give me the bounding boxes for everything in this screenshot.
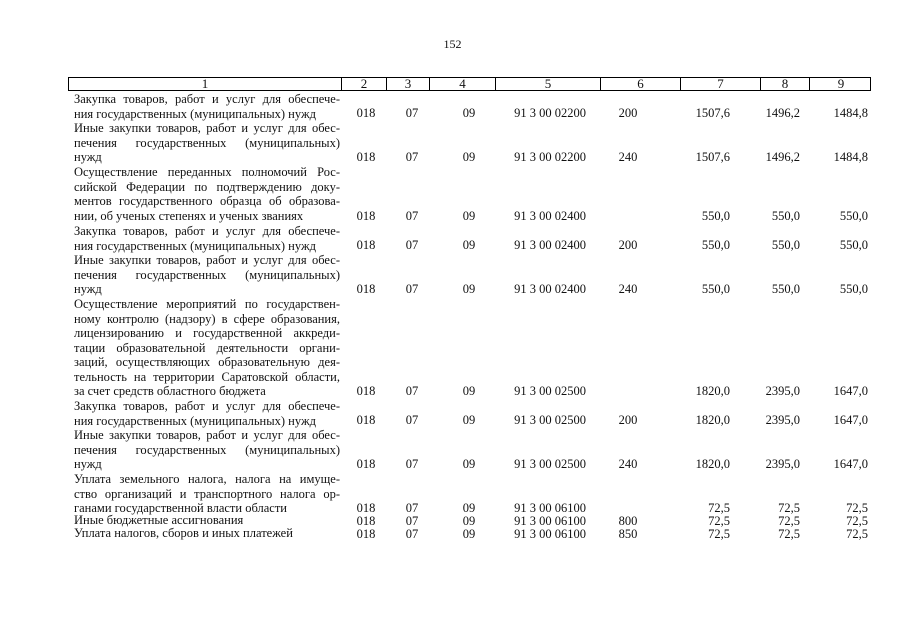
cell-section: 07 (405, 514, 419, 528)
cell-target-article: 91 3 00 02400 (514, 238, 586, 252)
row-description: Уплата земельного налога, налога на имуще- ство организаций и транспортного налога ор- ганами государственной власти области (74, 472, 340, 515)
row-description: Осуществление мероприятий по государствен- ному контролю (надзору) в сфере образования, лицензированию и государственной аккреди- тации образовательной деятельности органи- заций, осуществляющих образовательную дея- тельность на территории Саратовской области, за счет средств областного бюджета (74, 297, 340, 398)
cell-amount-2: 2395,0 (765, 384, 800, 398)
cell-ministry: 018 (356, 384, 376, 398)
cell-target-article: 91 3 00 02200 (514, 106, 586, 120)
cell-expense-type: 850 (618, 527, 638, 541)
cell-section: 07 (405, 238, 419, 252)
cell-expense-type: 200 (618, 413, 638, 427)
cell-amount-1: 1820,0 (695, 413, 730, 427)
cell-section: 07 (405, 501, 419, 515)
cell-target-article: 91 3 00 02500 (514, 384, 586, 398)
cell-amount-3: 1647,0 (833, 384, 868, 398)
cell-section: 07 (405, 384, 419, 398)
header-col-7: 7 (680, 78, 760, 90)
cell-ministry: 018 (356, 514, 376, 528)
cell-amount-1: 1820,0 (695, 457, 730, 471)
header-col-3: 3 (386, 78, 429, 90)
header-col-8: 8 (760, 78, 809, 90)
cell-amount-1: 550,0 (701, 209, 730, 223)
cell-target-article: 91 3 00 02500 (514, 457, 586, 471)
cell-amount-3: 72,5 (846, 514, 868, 528)
cell-subsection: 09 (462, 514, 476, 528)
cell-amount-3: 550,0 (839, 282, 868, 296)
cell-target-article: 91 3 00 06100 (514, 514, 586, 528)
cell-section: 07 (405, 282, 419, 296)
cell-section: 07 (405, 150, 419, 164)
row-description: Иные закупки товаров, работ и услуг для обес- печения государственных (муниципальных) нужд (74, 121, 340, 164)
row-description: Уплата налогов, сборов и иных платежей (74, 526, 293, 540)
cell-amount-1: 72,5 (708, 514, 730, 528)
cell-amount-2: 72,5 (778, 501, 800, 515)
cell-section: 07 (405, 527, 419, 541)
cell-expense-type: 200 (618, 238, 638, 252)
cell-amount-2: 550,0 (771, 238, 800, 252)
cell-target-article: 91 3 00 02500 (514, 413, 586, 427)
cell-subsection: 09 (462, 209, 476, 223)
cell-ministry: 018 (356, 282, 376, 296)
cell-expense-type: 200 (618, 106, 638, 120)
header-col-9: 9 (809, 78, 872, 90)
cell-section: 07 (405, 457, 419, 471)
cell-amount-2: 2395,0 (765, 457, 800, 471)
row-description: Иные закупки товаров, работ и услуг для обес- печения государственных (муниципальных) нужд (74, 253, 340, 296)
cell-target-article: 91 3 00 06100 (514, 501, 586, 515)
row-description: Осуществление переданных полномочий Рос- сийской Федерации по подтверждению доку- ментов государственного образца об образова- нии, об ученых степенях и ученых званиях (74, 165, 340, 223)
row-description: Иные бюджетные ассигнования (74, 513, 244, 527)
header-col-1: 1 (201, 76, 209, 91)
cell-amount-2: 72,5 (778, 514, 800, 528)
header-col-2: 2 (341, 78, 386, 90)
cell-amount-3: 550,0 (839, 209, 868, 223)
cell-amount-1: 1507,6 (695, 150, 730, 164)
cell-amount-1: 72,5 (708, 527, 730, 541)
cell-ministry: 018 (356, 457, 376, 471)
cell-subsection: 09 (462, 457, 476, 471)
cell-amount-3: 1647,0 (833, 457, 868, 471)
cell-ministry: 018 (356, 527, 376, 541)
cell-amount-1: 550,0 (701, 282, 730, 296)
cell-subsection: 09 (462, 238, 476, 252)
cell-expense-type: 240 (618, 282, 638, 296)
cell-subsection: 09 (462, 384, 476, 398)
cell-subsection: 09 (462, 106, 476, 120)
cell-amount-2: 550,0 (771, 282, 800, 296)
cell-amount-3: 72,5 (846, 527, 868, 541)
header-col-4: 4 (429, 78, 495, 90)
cell-amount-3: 1647,0 (833, 413, 868, 427)
cell-amount-3: 1484,8 (833, 150, 868, 164)
cell-subsection: 09 (462, 413, 476, 427)
cell-amount-2: 1496,2 (765, 106, 800, 120)
row-description: Закупка товаров, работ и услуг для обеспече- ния государственных (муниципальных) нужд (74, 92, 340, 121)
cell-amount-1: 550,0 (701, 238, 730, 252)
cell-amount-1: 1820,0 (695, 384, 730, 398)
cell-subsection: 09 (462, 282, 476, 296)
cell-target-article: 91 3 00 06100 (514, 527, 586, 541)
cell-expense-type: 240 (618, 457, 638, 471)
header-col-6: 6 (600, 78, 680, 90)
cell-amount-3: 1484,8 (833, 106, 868, 120)
cell-subsection: 09 (462, 150, 476, 164)
cell-subsection: 09 (462, 527, 476, 541)
row-description: Закупка товаров, работ и услуг для обеспече- ния государственных (муниципальных) нужд (74, 399, 340, 428)
table-header (68, 77, 871, 91)
header-col-5: 5 (495, 78, 600, 90)
cell-target-article: 91 3 00 02200 (514, 150, 586, 164)
cell-amount-1: 1507,6 (695, 106, 730, 120)
page-number: 152 (443, 37, 462, 51)
row-description: Закупка товаров, работ и услуг для обеспече- ния государственных (муниципальных) нужд (74, 224, 340, 253)
cell-amount-2: 1496,2 (765, 150, 800, 164)
cell-ministry: 018 (356, 413, 376, 427)
cell-amount-3: 72,5 (846, 501, 868, 515)
cell-target-article: 91 3 00 02400 (514, 209, 586, 223)
cell-ministry: 018 (356, 150, 376, 164)
cell-ministry: 018 (356, 238, 376, 252)
cell-amount-2: 2395,0 (765, 413, 800, 427)
cell-section: 07 (405, 209, 419, 223)
cell-ministry: 018 (356, 501, 376, 515)
cell-ministry: 018 (356, 209, 376, 223)
cell-subsection: 09 (462, 501, 476, 515)
cell-amount-1: 72,5 (708, 501, 730, 515)
cell-expense-type: 240 (618, 150, 638, 164)
cell-target-article: 91 3 00 02400 (514, 282, 586, 296)
cell-section: 07 (405, 413, 419, 427)
cell-ministry: 018 (356, 106, 376, 120)
cell-amount-2: 550,0 (771, 209, 800, 223)
cell-amount-3: 550,0 (839, 238, 868, 252)
cell-amount-2: 72,5 (778, 527, 800, 541)
cell-section: 07 (405, 106, 419, 120)
row-description: Иные закупки товаров, работ и услуг для обес- печения государственных (муниципальных) нужд (74, 428, 340, 471)
cell-expense-type: 800 (618, 514, 638, 528)
